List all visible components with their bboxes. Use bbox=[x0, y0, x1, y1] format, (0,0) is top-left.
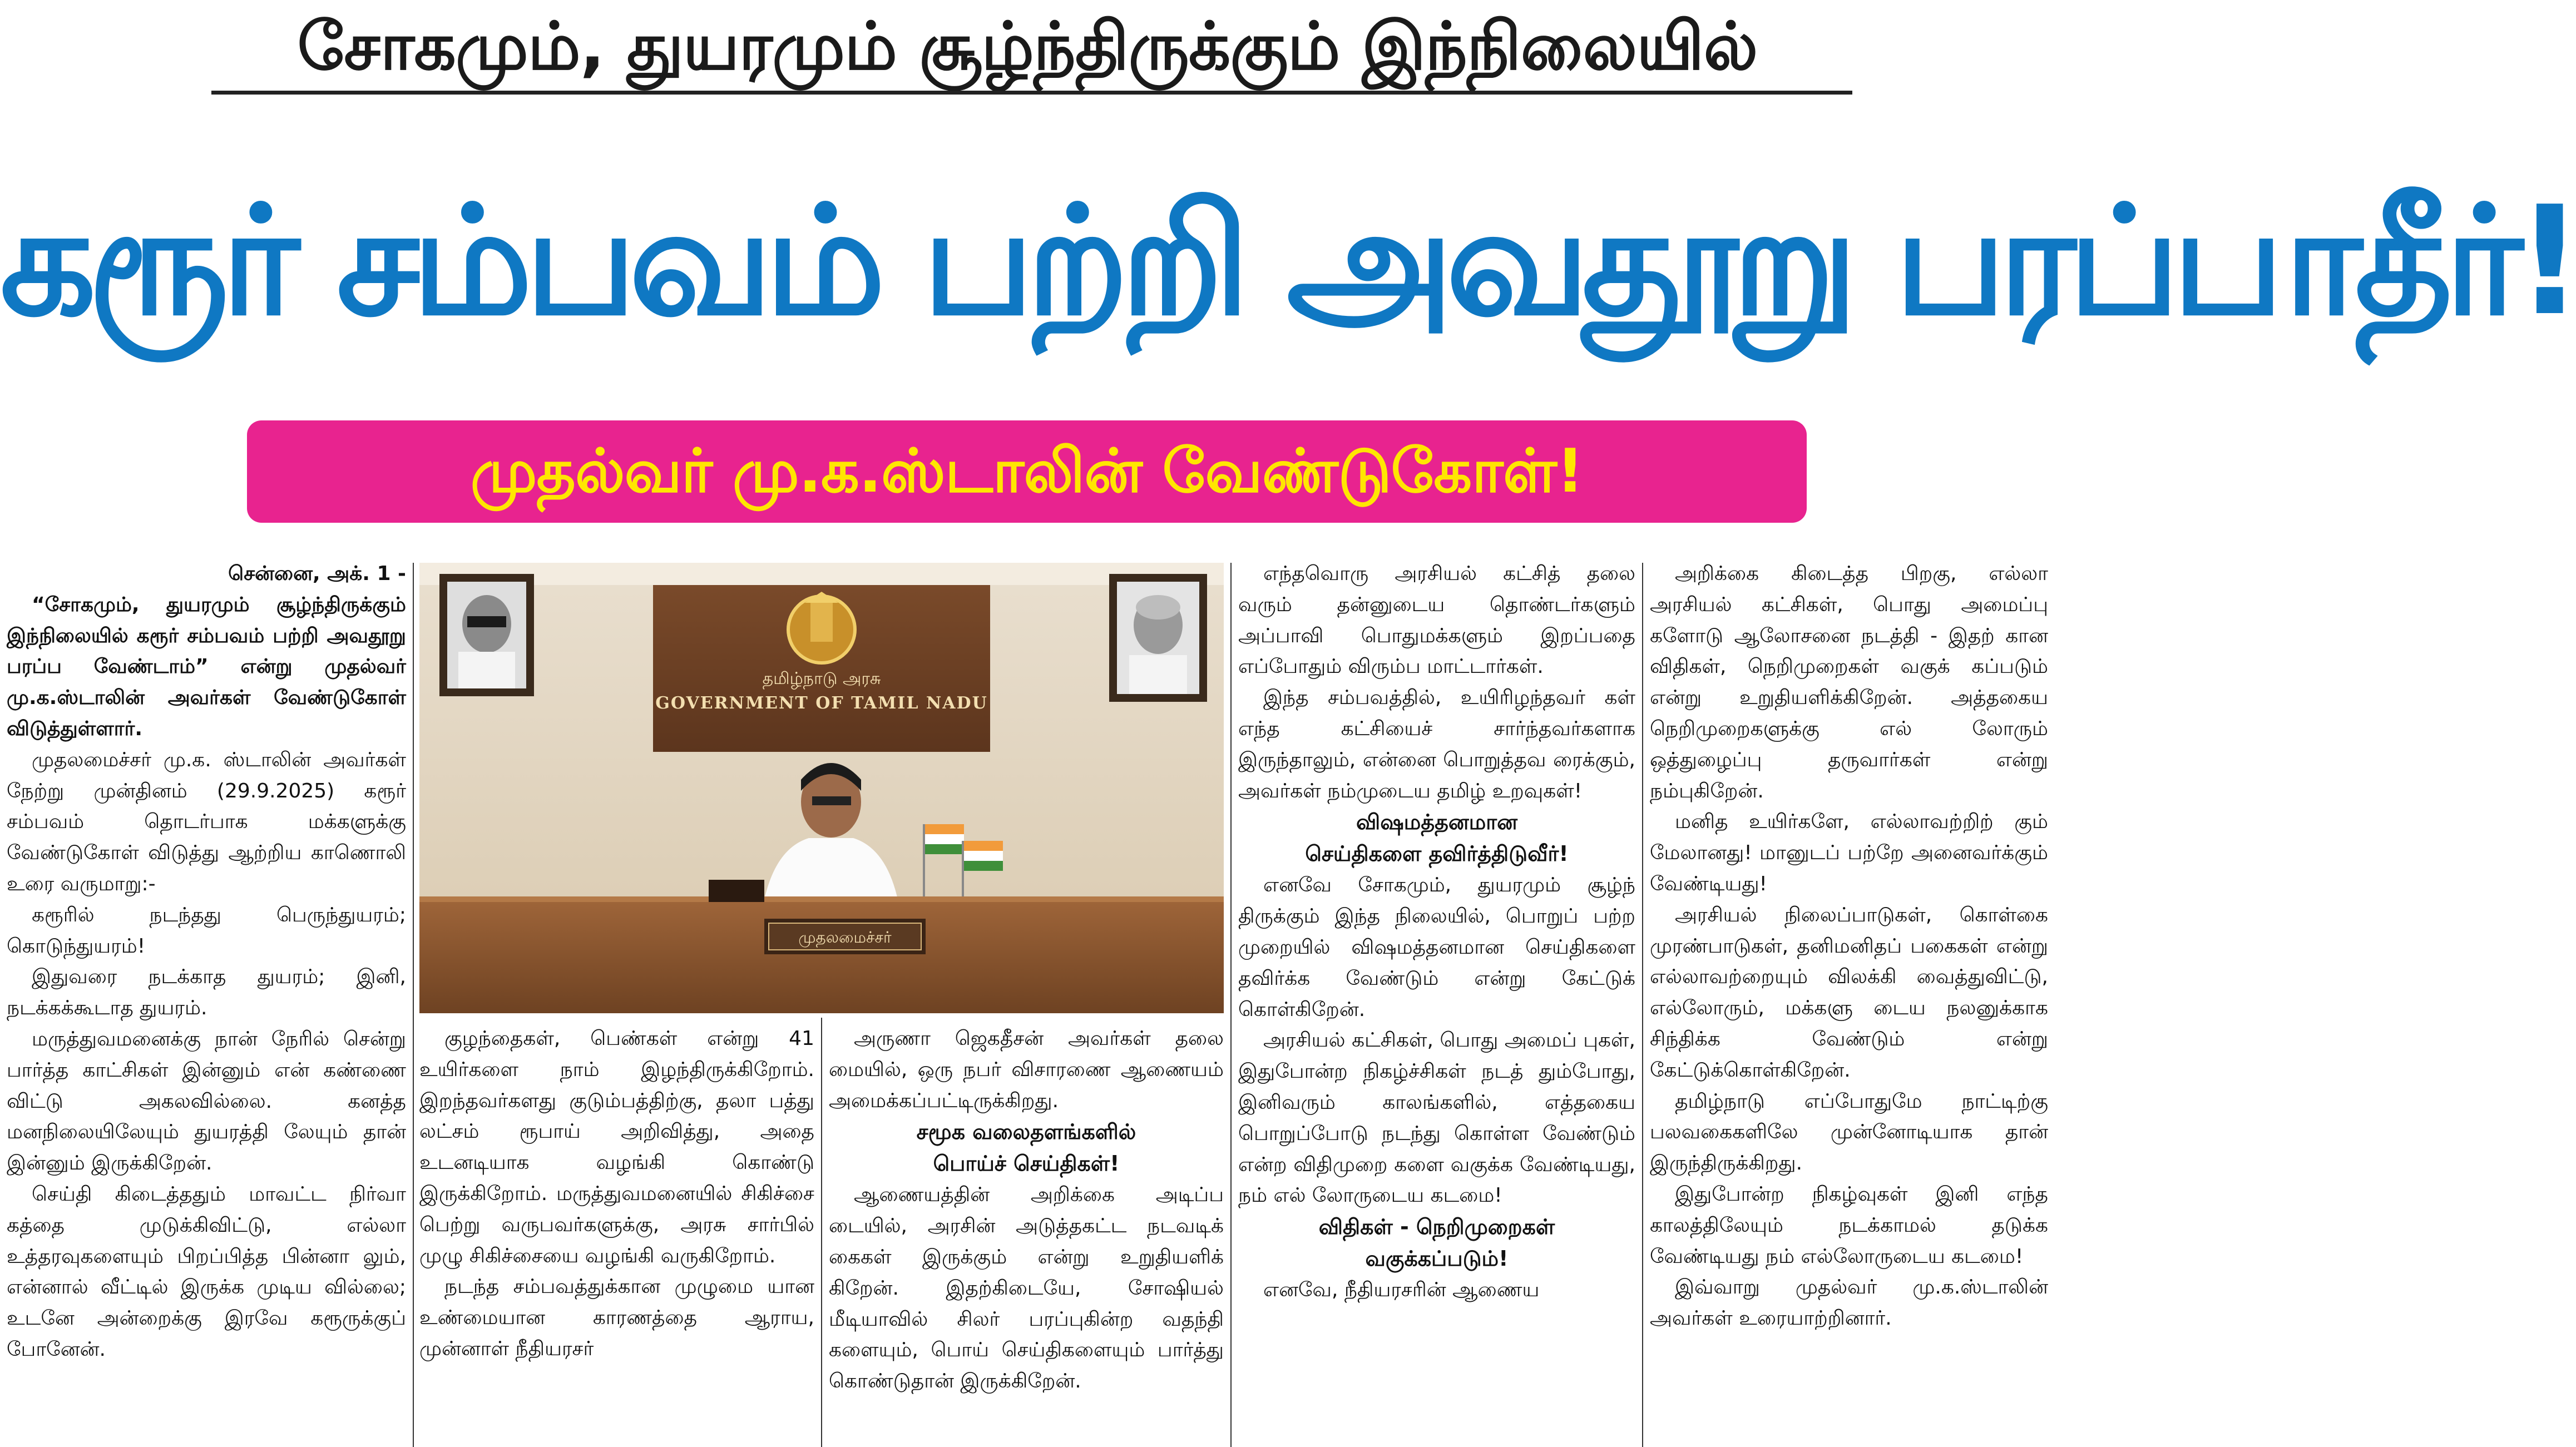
paragraph: மனித உயிர்களே, எல்லாவற்றிற் கும் மேலானது! மானுடப் பற்றே அனைவர்க்கும் வேண்டியது! bbox=[1650, 810, 2048, 895]
subheading: பொய்ச் செய்திகள்! bbox=[933, 1151, 1120, 1176]
nameplate-text: முதலமைச்சர் bbox=[798, 928, 892, 947]
paragraph: ஆணையத்தின் அறிக்கை அடிப்ப டையில், அரசின் அடுத்தகட்ட நடவடிக் கைகள் இருக்கும் என்று உறுதியளிக் கிறேன். இதற்கிடையே, சோஷியல் மீடியாவில் சிலர் பரப்புகின்ற வதந்தி களையும், பொய் செய்திகளையும் பார்த்து கொண்டுதான் இருக்கிறேன். bbox=[829, 1183, 1224, 1393]
dateline: சென்னை, அக். 1 - bbox=[228, 562, 406, 585]
paragraph: செய்தி கிடைத்ததும் மாவட்ட நிர்வா கத்தை முடுக்கிவிட்டு, எல்லா உத்தரவுகளையும் பிறப்பித்த பின்னா லும், என்னால் வீட்டில் இருக்க முடிய வில்லை; உடனே அன்றைக்கு இரவே கரூருக்குப் போனேன். bbox=[7, 1182, 406, 1361]
article-column-2 bbox=[419, 1023, 814, 1365]
desk-pen-stand bbox=[709, 880, 764, 902]
article-column-3 bbox=[829, 1023, 1224, 1397]
column-divider bbox=[413, 563, 414, 1447]
paragraph: அறிக்கை கிடைத்த பிறகு, எல்லா அரசியல் கட்சிகள், பொது அமைப்பு களோடு ஆலோசனை நடத்தி - இதற் கான விதிகள், நெறிமுறைகள் வகுக் கப்படும் என்று உறுதியளிக்கிறேன். அத்தகைய நெறிமுறைகளுக்கு எல் லோரும் ஒத்துழைப்பு தருவார்கள் என்று நம்புகிறேன். bbox=[1650, 562, 2048, 802]
right-portrait bbox=[1109, 574, 1207, 702]
subhead-banner bbox=[247, 420, 1807, 523]
kicker-headline: சோகமும், துயரமும் சூழ்ந்திருக்கும் இந்நிலையில் bbox=[297, 8, 1758, 85]
paragraph: முதலமைச்சர் மு.க. ஸ்டாலின் அவர்கள் நேற்று முன்தினம் (29.9.2025) கரூர் சம்பவம் தொடர்பாக மக்களுக்கு வேண்டுகோள் விடுத்து ஆற்றிய காணொலி உரை வருமாறு:- bbox=[7, 748, 406, 895]
paragraph: இதுவரை நடக்காத துயரம்; இனி, நடக்கக்கூடாத துயரம். bbox=[7, 965, 406, 1020]
paragraph: இந்த சம்பவத்தில், உயிரிழந்தவர் கள் எந்த கட்சியைச் சார்ந்தவர்களாக இருந்தாலும், என்னை பொறுத்தவ ரைக்கும், அவர்கள் நம்முடைய தமிழ் உறவுகள்! bbox=[1238, 686, 1635, 802]
paragraph: எனவே, நீதியரசரின் ஆணைய bbox=[1263, 1278, 1540, 1302]
article-column-5 bbox=[1650, 558, 2048, 1334]
subheading: செய்திகளை தவிர்த்திடுவீர்! bbox=[1305, 841, 1569, 866]
paragraph: குழந்தைகள், பெண்கள் என்று 41 உயிர்களை நாம் இழந்திருக்கிறோம். இறந்தவர்களது குடும்பத்திற்கு, தலா பத்து லட்சம் ரூபாய் அறிவித்து, அதை உடனடியாக வழங்கி கொண்டு இருக்கிறோம். மருத்துவமனையில் சிகிச்சை பெற்று வருபவர்களுக்கு, அரசு சார்பில் முழு சிகிச்சையை வழங்கி வருகிறோம். bbox=[419, 1027, 814, 1267]
subheading: விதிகள் - நெறிமுறைகள் bbox=[1318, 1215, 1555, 1240]
emblem-line2: GOVERNMENT OF TAMIL NADU bbox=[655, 693, 988, 713]
subheading: விஷமத்தனமான bbox=[1356, 810, 1517, 835]
paragraph: தமிழ்நாடு எப்போதுமே நாட்டிற்கு பலவகைகளிலே முன்னோடியாக தான் இருந்திருக்கிறது. bbox=[1650, 1089, 2048, 1175]
paragraph: எனவே சோகமும், துயரமும் சூழ்ந் திருக்கும் இந்த நிலையில், பொறுப் பற்ற முறையில் விஷமத்தனமான செய்திகளை தவிர்க்க வேண்டும் என்று கேட்டுக் கொள்கிறேன். bbox=[1238, 874, 1635, 1021]
paragraph: கரூரில் நடந்தது பெருந்துயரம்; கொடுந்துயரம்! bbox=[7, 903, 406, 958]
desk bbox=[419, 896, 1224, 1013]
column-divider bbox=[821, 1018, 822, 1447]
paragraph: அரசியல் கட்சிகள், பொது அமைப் புகள், இதுபோன்ற நிகழ்ச்சிகள் நடத் தும்போது, இனிவரும் காலங்களில், எத்தகைய பொறுப்போடு நடந்து கொள்ள வேண்டும் என்ற விதிமுறை களை வகுக்க வேண்டியது, நம் எல் லோருடைய கடமை! bbox=[1238, 1029, 1635, 1207]
emblem-line1: தமிழ்நாடு அரசு bbox=[762, 669, 881, 688]
paragraph: இவ்வாறு முதல்வர் மு.க.ஸ்டாலின் அவர்கள் உரையாற்றினார். bbox=[1650, 1276, 2048, 1330]
left-portrait bbox=[439, 574, 534, 696]
article-column-4 bbox=[1238, 558, 1635, 1306]
subheading: வகுக்கப்படும்! bbox=[1365, 1246, 1509, 1271]
nameplate bbox=[764, 919, 926, 954]
paragraph: அரசியல் நிலைப்பாடுகள், கொள்கை முரண்பாடுகள், தனிமனிதப் பகைகள் என்று எல்லாவற்றையும் விலக்கி வைத்துவிட்டு, எல்லோரும், மக்களு டைய நலனுக்காக சிந்திக்க வேண்டும் என்று கேட்டுக்கொள்கிறேன். bbox=[1650, 903, 2048, 1082]
paragraph: நடந்த சம்பவத்துக்கான முழுமை யான உண்மையான காரணத்தை ஆராய, முன்னாள் நீதியரசர் bbox=[419, 1275, 814, 1360]
paragraph: அருணா ஜெகதீசன் அவர்கள் தலை மையில், ஒரு நபர் விசாரணை ஆணையம் அமைக்கப்பட்டிருக்கிறது. bbox=[829, 1027, 1224, 1112]
subhead-banner-text: முதல்வர் மு.க.ஸ்டாலின் வேண்டுகோள்! bbox=[470, 437, 1584, 506]
article-photo bbox=[419, 563, 1224, 1013]
paragraph: மருத்துவமனைக்கு நான் நேரில் சென்று பார்த்த காட்சிகள் இன்னும் என் கண்ணை விட்டு அகலவில்லை. கனத்த மனநிலையிலேயும் துயரத்தி லேயும் தான் இன்னும் இருக்கிறேன். bbox=[7, 1027, 406, 1175]
column-divider bbox=[1642, 563, 1643, 1447]
lead-paragraph: “சோகமும், துயரமும் சூழ்ந்திருக்கும் இந்நிலையில் கரூர் சம்பவம் பற்றி அவதூறு பரப்ப வேண்டாம்” என்று முதல்வர் மு.க.ஸ்டாலின் அவர்கள் வேண்டுகோள் விடுத்துள்ளார். bbox=[7, 593, 406, 740]
main-headline: கரூர் சம்பவம் பற்றி அவதூறு பரப்பாதீர்! bbox=[0, 174, 2576, 349]
subheading: சமூக வலைதளங்களில் bbox=[916, 1119, 1136, 1144]
paragraph: எந்தவொரு அரசியல் கட்சித் தலை வரும் தன்னுடைய தொண்டர்களும் அப்பாவி பொதுமக்களும் இறப்பதை எப்போதும் விரும்ப மாட்டார்கள். bbox=[1238, 562, 1635, 678]
kicker-rule bbox=[211, 91, 1852, 95]
paragraph: இதுபோன்ற நிகழ்வுகள் இனி எந்த காலத்திலேயும் நடக்காமல் தடுக்க வேண்டியது நம் எல்லோருடைய கடமை! bbox=[1650, 1182, 2048, 1268]
column-divider bbox=[1230, 563, 1232, 1447]
article-column-1 bbox=[7, 558, 406, 1365]
